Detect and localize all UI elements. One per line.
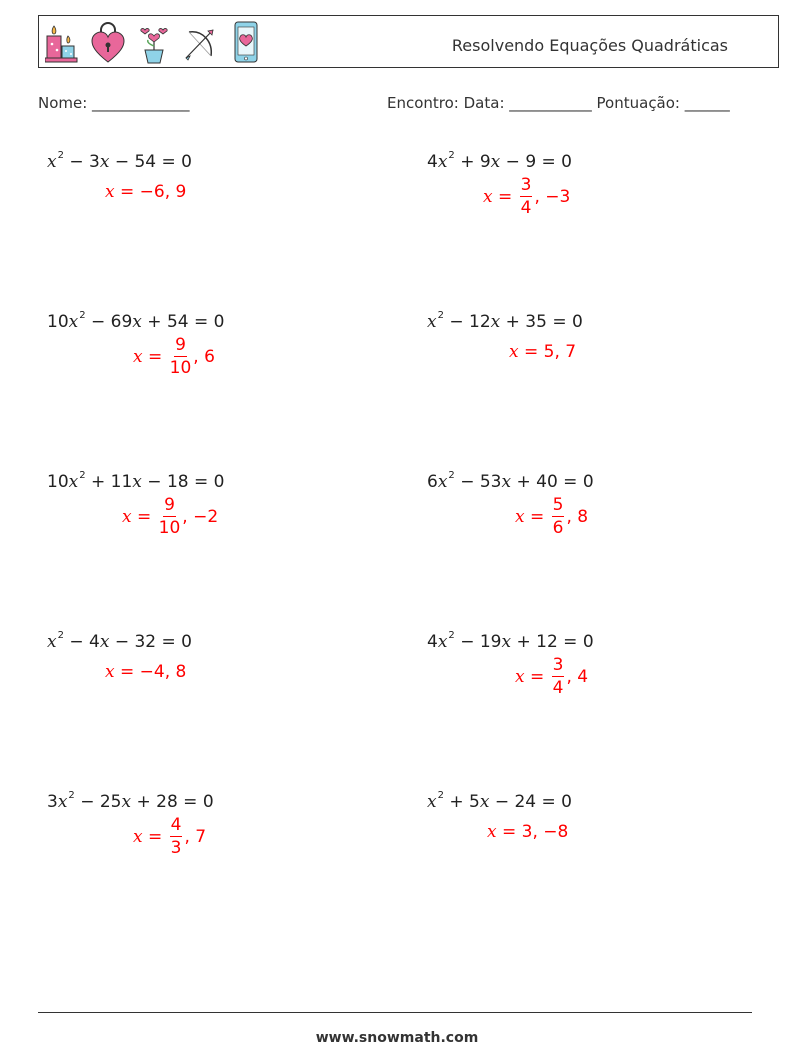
answer (133, 337, 215, 377)
problem-equation (47, 630, 192, 652)
equation-part: 10 (47, 472, 69, 492)
equation-part: + 11 (85, 472, 133, 492)
answer (509, 342, 576, 362)
answer-rest: , 7 (184, 827, 207, 847)
heart-lock-icon (91, 20, 125, 64)
equation-part: 2 (79, 470, 86, 481)
problem-equation (427, 150, 572, 172)
equation-part: + 12 = 0 (511, 632, 594, 652)
equation-part: + 40 = 0 (511, 472, 594, 492)
equation-part: 4 (427, 632, 438, 652)
answer (122, 497, 218, 537)
answer-variable: x (515, 667, 525, 687)
answer-variable: x (515, 507, 525, 527)
equation-part: − 24 = 0 (489, 792, 572, 812)
equation-part: x (437, 472, 448, 492)
phone-heart-icon (229, 20, 263, 64)
equation-part: − 9 = 0 (500, 152, 573, 172)
answer-variable: x (487, 822, 497, 842)
answer-variable: x (509, 342, 519, 362)
answer-equals: = (131, 507, 157, 527)
equation-part: x (437, 152, 448, 172)
equation-part: + 35 = 0 (500, 312, 583, 332)
answer (515, 657, 588, 697)
answer-equals: = (524, 667, 550, 687)
answer-rest: , 4 (566, 667, 589, 687)
equation-part: 2 (79, 310, 86, 321)
answer-equals: = (142, 347, 168, 367)
answer-fraction (552, 657, 565, 697)
answer (105, 662, 186, 682)
answer-fraction (170, 817, 183, 857)
equation-part: − 3 (63, 152, 100, 172)
equation-part: − 12 (443, 312, 491, 332)
fraction-numerator: 5 (552, 495, 564, 515)
fraction-numerator: 3 (520, 175, 532, 195)
equation-part: x (47, 152, 57, 172)
worksheet-title: Resolvendo Equações Quadráticas (451, 36, 728, 55)
equation-part: − 32 = 0 (109, 632, 192, 652)
fraction-numerator: 9 (164, 495, 175, 515)
equation-part: − 69 (85, 312, 133, 332)
equation-part: 2 (68, 790, 75, 801)
answer-variable: x (483, 187, 493, 207)
equation-part: x (132, 312, 142, 332)
fraction-denominator: 10 (169, 358, 192, 378)
equation-part: x (68, 472, 79, 492)
equation-part: 4 (427, 152, 438, 172)
equation-part: − 25 (74, 792, 122, 812)
problem-equation (47, 790, 214, 812)
date-score-label: Encontro: Data: ___________ Pontuação: ______ (387, 94, 730, 112)
equation-part: x (47, 632, 57, 652)
problem-equation (427, 630, 594, 652)
equation-part: 10 (47, 312, 69, 332)
equation-part: − 18 = 0 (141, 472, 225, 492)
answer-equals: = (142, 827, 168, 847)
equation-part: x (490, 152, 501, 172)
answer-fraction (170, 337, 192, 377)
heart-plant-icon (137, 20, 171, 64)
answer-variable: x (105, 662, 115, 682)
equation-part: + 54 = 0 (141, 312, 225, 332)
problem-equation (427, 470, 594, 492)
answer-equals: = (524, 507, 550, 527)
candles-icon (45, 20, 79, 64)
answer (515, 497, 588, 537)
answer (105, 182, 186, 202)
fraction-denominator: 4 (552, 678, 564, 698)
equation-part: x (501, 632, 512, 652)
equation-part: x (427, 312, 437, 332)
equation-part: − 53 (454, 472, 502, 492)
answer (487, 822, 568, 842)
fraction-numerator: 9 (175, 335, 186, 355)
answer-fraction (159, 497, 181, 537)
equation-part: x (437, 632, 448, 652)
problem-equation (47, 310, 224, 332)
equation-part: 6 (427, 472, 438, 492)
equation-part: − 54 = 0 (109, 152, 192, 172)
fraction-denominator: 3 (170, 838, 182, 858)
equation-part: 2 (57, 150, 64, 161)
answer-value: = −4, 8 (114, 662, 187, 682)
answer-rest: , 6 (193, 347, 215, 367)
fraction-denominator: 4 (520, 198, 532, 218)
bow-arrow-icon (183, 20, 217, 64)
answer-rest: , −2 (182, 507, 219, 527)
answer-value: = 5, 7 (518, 342, 577, 362)
equation-part: x (99, 152, 110, 172)
equation-part: x (132, 472, 142, 492)
equation-part: x (479, 792, 490, 812)
problem-equation (427, 310, 583, 332)
answer (483, 177, 570, 217)
equation-part: x (501, 472, 512, 492)
equation-part: + 9 (454, 152, 491, 172)
fraction-denominator: 6 (552, 518, 564, 538)
equation-part: x (99, 632, 110, 652)
answer-variable: x (105, 182, 115, 202)
equation-part: x (68, 312, 79, 332)
equation-part: 2 (448, 470, 455, 481)
footer-url: www.snowmath.com (315, 1030, 479, 1046)
answer-value: = 3, −8 (496, 822, 569, 842)
answer-fraction (552, 497, 565, 537)
fraction-numerator: 4 (170, 815, 182, 835)
header-icons (45, 20, 263, 64)
equation-part: 2 (437, 790, 444, 801)
equation-part: − 4 (63, 632, 100, 652)
equation-part: 2 (448, 630, 455, 641)
fraction-denominator: 10 (158, 518, 181, 538)
equation-part: + 5 (443, 792, 480, 812)
equation-part: + 28 = 0 (131, 792, 214, 812)
answer-variable: x (133, 347, 143, 367)
footer-divider (38, 1012, 752, 1013)
equation-part: x (121, 792, 132, 812)
answer-variable: x (133, 827, 143, 847)
answer-fraction (520, 177, 533, 217)
name-field-label: Nome: _____________ (38, 94, 190, 112)
answer-equals: = (492, 187, 518, 207)
problem-equation (47, 150, 192, 172)
equation-part: 2 (57, 630, 64, 641)
answer-rest: , −3 (534, 187, 571, 207)
equation-part: x (57, 792, 68, 812)
equation-part: x (490, 312, 501, 332)
fraction-numerator: 3 (552, 655, 564, 675)
equation-part: 2 (437, 310, 444, 321)
answer (133, 817, 206, 857)
problem-equation (47, 470, 224, 492)
equation-part: 2 (448, 150, 455, 161)
problem-equation (427, 790, 572, 812)
answer-value: = −6, 9 (114, 182, 187, 202)
header-box (38, 15, 779, 68)
equation-part: − 19 (454, 632, 502, 652)
equation-part: x (427, 792, 437, 812)
answer-rest: , 8 (566, 507, 589, 527)
equation-part: 3 (47, 792, 58, 812)
answer-variable: x (122, 507, 132, 527)
